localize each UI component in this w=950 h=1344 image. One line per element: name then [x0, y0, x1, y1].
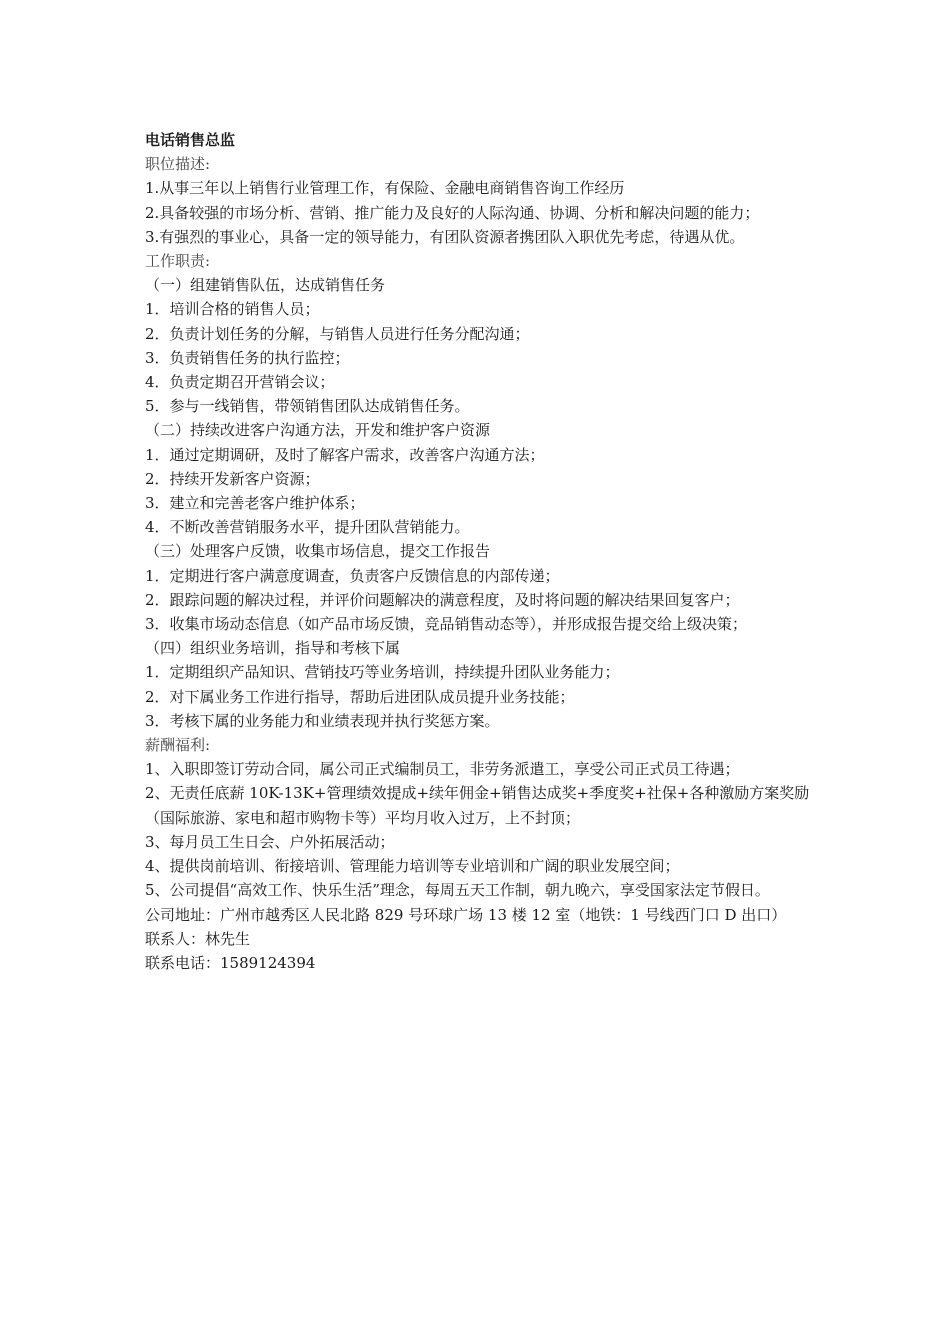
contact-person: 联系人：林先生	[145, 929, 251, 948]
responsibility-section-2-heading: （二）持续改进客户沟通方法，开发和维护客户资源	[145, 421, 491, 440]
responsibility-4-item-3: 3．考核下属的业务能力和业绩表现并执行奖惩方案。	[145, 711, 500, 730]
responsibility-1-item-2: 2．负责计划任务的分解，与销售人员进行任务分配沟通；	[145, 324, 530, 343]
responsibility-3-item-1: 1．定期进行客户满意度调查，负责客户反馈信息的内部传递；	[145, 566, 560, 585]
responsibility-3-item-2: 2．跟踪问题的解决过程，并评价问题解决的满意程度，及时将问题的解决结果回复客户；	[145, 590, 740, 609]
responsibility-1-item-1: 1．培训合格的销售人员；	[145, 300, 320, 319]
responsibility-section-3-heading: （三）处理客户反馈，收集市场信息，提交工作报告	[145, 542, 491, 561]
responsibilities-heading: 工作职责:	[145, 252, 211, 271]
benefit-item-4: 4、提供岗前培训、衔接培训、管理能力培训等专业培训和广阔的职业发展空间；	[145, 857, 680, 876]
job-description-item-2: 2.具备较强的市场分析、营销、推广能力及良好的人际沟通、协调、分析和解决问题的能力；	[145, 203, 760, 222]
responsibility-section-1-heading: （一）组建销售队伍，达成销售任务	[145, 276, 386, 295]
benefit-item-5: 5、公司提倡“高效工作、快乐生活”理念，每周五天工作制，朝九晚六，享受国家法定节假日。	[145, 881, 770, 900]
responsibility-4-item-2: 2．对下属业务工作进行指导，帮助后进团队成员提升业务技能；	[145, 687, 575, 706]
benefits-heading: 薪酬福利:	[145, 736, 211, 755]
responsibility-section-4-heading: （四）组织业务培训，指导和考核下属	[145, 639, 401, 658]
benefit-item-2: 2、无责任底薪 10K-13K+管理绩效提成+续年佣金+销售达成奖+季度奖+社保+各种激励方案奖励（国际旅游、家电和超市购物卡等）平均月收入过万，上不封顶；	[145, 784, 810, 827]
responsibility-2-item-1: 1．通过定期调研，及时了解客户需求，改善客户沟通方法；	[145, 445, 545, 464]
job-description-heading: 职位描述:	[145, 155, 211, 174]
responsibility-2-item-2: 2．持续开发新客户资源；	[145, 469, 320, 488]
responsibility-1-item-4: 4．负责定期召开营销会议；	[145, 373, 335, 392]
contact-phone: 联系电话：1589124394	[145, 953, 316, 972]
responsibility-3-item-3: 3．收集市场动态信息（如产品市场反馈，竞品销售动态等），并形成报告提交给上级决策；	[145, 615, 748, 634]
responsibility-2-item-3: 3．建立和完善老客户维护体系；	[145, 494, 365, 513]
benefit-item-3: 3、每月员工生日会、户外拓展活动；	[145, 832, 395, 851]
job-description-item-3: 3.有强烈的事业心，具备一定的领导能力，有团队资源者携团队入职优先考虑，待遇从优。	[145, 227, 745, 246]
benefit-item-1: 1、入职即签订劳动合同，属公司正式编制员工，非劳务派遣工，享受公司正式员工待遇；	[145, 760, 740, 779]
responsibility-2-item-4: 4．不断改善营销服务水平，提升团队营销能力。	[145, 518, 470, 537]
responsibility-1-item-5: 5．参与一线销售，带领销售团队达成销售任务。	[145, 397, 470, 416]
job-posting-document	[145, 128, 817, 975]
document-title: 电话销售总监	[145, 131, 236, 149]
job-description-item-1: 1.从事三年以上销售行业管理工作，有保险、金融电商销售咨询工作经历	[145, 179, 625, 198]
responsibility-4-item-1: 1．定期组织产品知识、营销技巧等业务培训，持续提升团队业务能力；	[145, 663, 620, 682]
company-address: 公司地址：广州市越秀区人民北路 829 号环球广场 13 楼 12 室（地铁：1 号线西门口 D 出口）	[145, 905, 787, 924]
responsibility-1-item-3: 3．负责销售任务的执行监控；	[145, 348, 350, 367]
